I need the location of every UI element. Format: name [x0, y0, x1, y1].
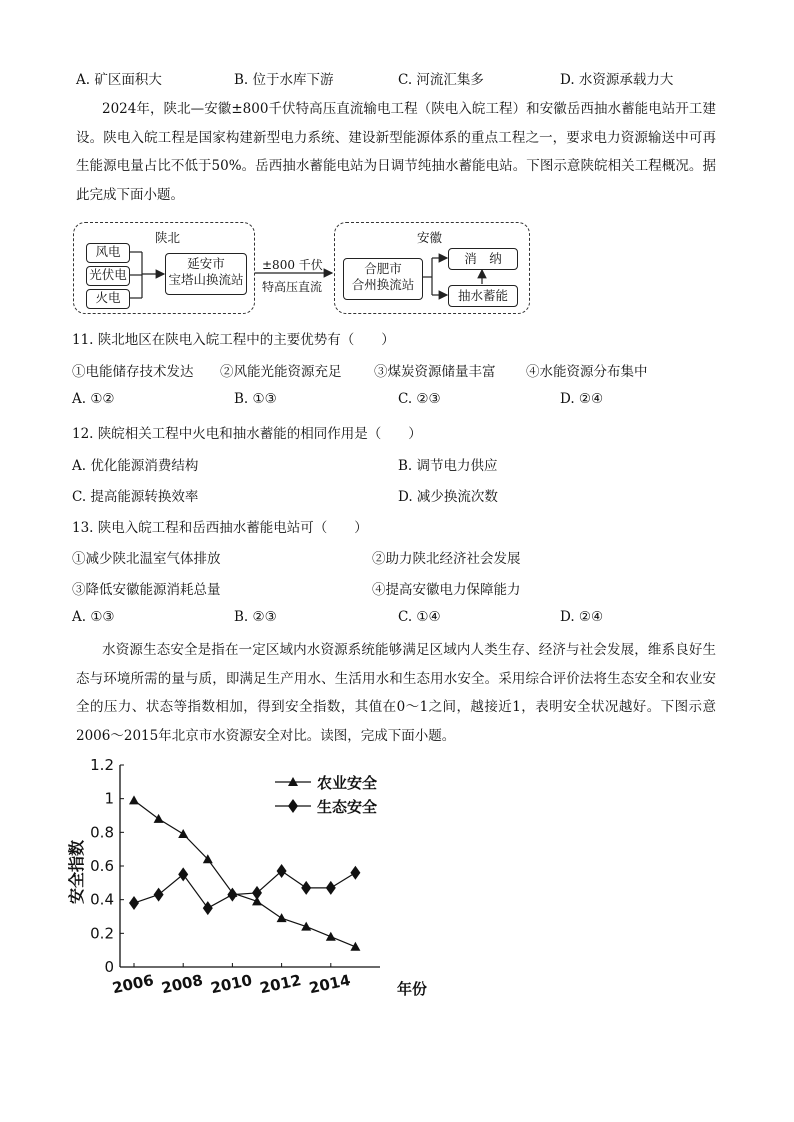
q11-option-a: A. ①② — [72, 391, 115, 407]
eco-point-2014 — [326, 881, 336, 895]
transmission-label-1: ±800 千伏 — [262, 258, 323, 272]
x-tick-label: 2008 — [159, 970, 205, 998]
q10-option-c: C. 河流汇集多 — [398, 72, 484, 88]
x-tick-label: 2010 — [209, 970, 254, 998]
q13-stem: 13. 陕电入皖工程和岳西抽水蓄能电站可（ ） — [72, 520, 368, 536]
agri-point-2013 — [301, 922, 311, 931]
agri-point-2012 — [277, 913, 287, 922]
q11-option-b: B. ①③ — [234, 391, 277, 407]
x-tick-label: 2006 — [110, 970, 156, 998]
source-thermal: 火电 — [86, 289, 130, 309]
y-axis-label: 安全指数 — [67, 839, 86, 905]
x-axis-label: 年份 — [396, 980, 428, 998]
transmission-label-2: 特高压直流 — [262, 280, 323, 294]
q13-item-2: ②助力陕北经济社会发展 — [372, 551, 521, 567]
x-tick-label: 2012 — [258, 970, 303, 998]
q12-option-b: B. 调节电力供应 — [398, 458, 498, 474]
shaanbei-title: 陕北 — [155, 230, 181, 245]
eco-point-2012 — [277, 864, 287, 878]
q13-item-4: ④提高安徽电力保障能力 — [372, 582, 521, 598]
q12-option-d: D. 减少换流次数 — [398, 489, 498, 505]
q13-option-c: C. ①④ — [398, 609, 441, 625]
agri-series-line — [134, 800, 355, 946]
x-tick-label: 2014 — [307, 970, 353, 998]
yanan-line-2: 宝塔山换流站 — [168, 272, 244, 287]
passage-1-text: 2024年，陕北—安徽±800千伏特高压直流输电工程（陕电入皖工程）和安徽岳西抽水蓄能电站开工建设。陕电入皖工程是国家构建新型电力系统、建设新型能源体系的重点工程之一，要求电力资源输送中可再生能源电量占比不低于50%。岳西抽水蓄能电站为日调节纯抽水蓄能电站。下图示意陕皖相关工程概况。据此完成下面小题。 — [76, 101, 716, 203]
eco-point-2013 — [301, 881, 311, 895]
q10-option-a: A. 矿区面积大 — [76, 72, 162, 88]
eco-point-2007 — [154, 888, 164, 902]
eco-point-2015 — [350, 866, 360, 880]
y-tick-label: 0.8 — [90, 823, 114, 842]
q13-option-b: B. ②③ — [234, 609, 277, 625]
eco-series-line — [134, 871, 355, 908]
agri-point-2008 — [178, 829, 188, 838]
yanan-line-1: 延安市 — [187, 256, 225, 271]
y-tick-label: 0.6 — [90, 857, 114, 875]
agri-point-2006 — [129, 795, 139, 804]
passage-2 — [76, 636, 716, 750]
eco-point-2010 — [227, 888, 237, 902]
water-safety-chart — [60, 755, 428, 1010]
source-solar: 光伏电 — [86, 266, 130, 286]
q11-option-d: D. ②④ — [560, 391, 604, 407]
agri-point-2015 — [350, 942, 360, 951]
y-tick-label: 0 — [104, 958, 114, 976]
eco-point-2006 — [129, 896, 139, 910]
q12-option-a: A. 优化能源消费结构 — [72, 458, 199, 474]
hefei-line-1: 合肥市 — [364, 261, 402, 276]
y-tick-label: 1.2 — [90, 756, 114, 774]
q11-item-1: ①电能储存技术发达 — [72, 364, 194, 380]
q12-option-c: C. 提高能源转换效率 — [72, 489, 199, 505]
q13-item-1: ①减少陕北温室气体排放 — [72, 551, 221, 567]
agri-point-2014 — [326, 932, 336, 941]
eco-legend-label: 生态安全 — [317, 798, 378, 816]
q13-option-a: A. ①③ — [72, 609, 115, 625]
q13-option-d: D. ②④ — [560, 609, 604, 625]
agri-legend-label: 农业安全 — [317, 774, 378, 792]
y-tick-label: 1 — [104, 789, 114, 808]
q13-item-3: ③降低安徽能源消耗总量 — [72, 582, 221, 598]
pumped-storage-box: 抽水蓄能 — [448, 285, 518, 307]
anhui-title: 安徽 — [417, 230, 443, 245]
y-tick-label: 0.4 — [90, 890, 114, 909]
passage-2-text: 水资源生态安全是指在一定区域内水资源系统能够满足区域内人类生存、经济与社会发展，维系良好生态与环境所需的量与质，即满足生产用水、生活用水和生态用水安全。采用综合评价法将生态安全和农业安全的压力、状态等指数相加，得到安全指数，其值在0～1之间，越接近1，表明安全状况越好。下图示意2006～2015年北京市水资源安全对比。读图，完成下面小题。 — [76, 642, 716, 744]
y-tick-label: 0.2 — [90, 924, 114, 943]
source-wind: 风电 — [86, 243, 130, 263]
q10-option-b: B. 位于水库下游 — [234, 72, 334, 88]
q12-stem: 12. 陕皖相关工程中火电和抽水蓄能的相同作用是（ ） — [72, 426, 422, 442]
q11-item-4: ④水能资源分布集中 — [526, 364, 648, 380]
hefei-line-2: 合州换流站 — [351, 277, 415, 292]
consumption-box: 消 纳 — [448, 248, 518, 270]
q11-stem: 11. 陕北地区在陕电入皖工程中的主要优势有（ ） — [72, 332, 395, 348]
q11-item-3: ③煤炭资源储量丰富 — [374, 364, 496, 380]
diagram-arrows — [0, 0, 794, 330]
q10-option-d: D. 水资源承载力大 — [560, 72, 674, 88]
eco-legend-marker — [288, 799, 298, 813]
agri-point-2007 — [154, 814, 164, 823]
eco-point-2011 — [252, 886, 262, 900]
q11-item-2: ②风能光能资源充足 — [220, 364, 342, 380]
q11-option-c: C. ②③ — [398, 391, 441, 407]
